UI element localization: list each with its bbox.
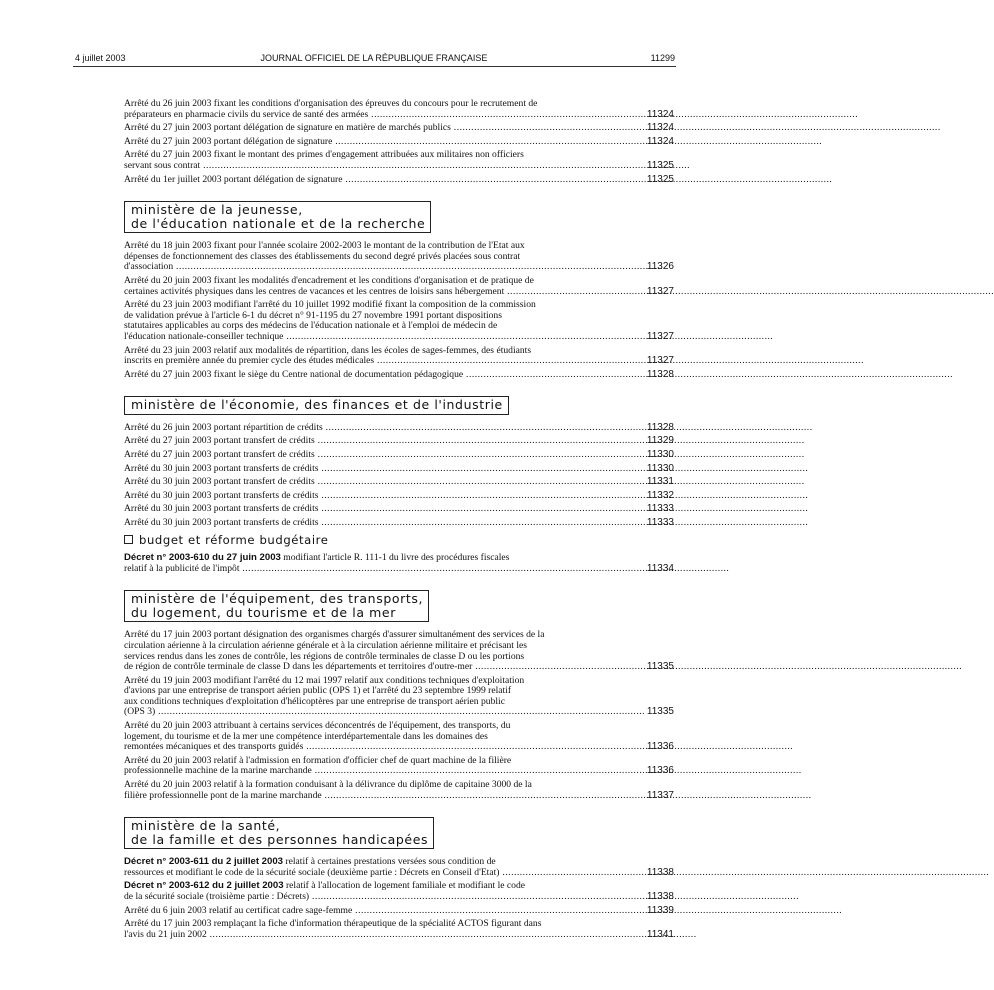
toc-entry-line: Arrêté du 27 juin 2003 portant transfert de crédits ..... [132,450,620,461]
table-of-contents [124,99,674,943]
toc-entry-line: Arrêté du 18 juin 2003 fixant pour l'année scolaire 2002-2003 le montant de la contribution de l'Etat aux [124,240,525,252]
toc-entry [124,857,674,878]
toc-entry [124,919,674,940]
running-header [0,53,748,67]
toc-entry-line: certaines activités physiques dans les centres de vacances et les centres de loisirs sans hébergement ..... [132,287,620,298]
ministry-heading-line: ministère de l'équipement, des transports, [131,591,424,607]
toc-entry [124,370,674,381]
toc-entry-line: relatif à la publicité de l'impôt ..... [132,564,620,575]
toc-entry-line: de validation prévue à l'article 6-1 du décret n° 91-1195 du 27 novembre 1991 portant dispositions [124,309,502,321]
toc-entry-line: Arrêté du 1er juillet 2003 portant délégation de signature ..... [132,175,620,186]
toc-page-number: 11326 [646,261,674,273]
decree-reference: Décret n° 2003-611 du 2 juillet 2003 [124,856,284,868]
header-title: JOURNAL OFFICIEL DE LA RÉPUBLIQUE FRANÇAISE [260,53,488,63]
square-bullet-icon [124,535,133,544]
toc-entry-line: filière professionnelle pont de la marine marchande ..... [132,791,620,802]
toc-entry [124,436,674,447]
toc-entry-line: circulation aérienne à la circulation aérienne générale et à la circulation aérienne militaire et précisant les [124,639,527,651]
ministry-heading-line: ministère de la jeunesse, [131,202,303,218]
toc-entry [124,423,674,434]
toc-entry [124,150,674,171]
ministry-heading-line: de l'éducation nationale et de la recherche [131,215,426,231]
toc-page-number: 11333 [646,503,674,515]
toc-entry [124,477,674,488]
toc-entry-line: Arrêté du 6 juin 2003 relatif au certificat cadre sage-femme ..... [132,906,620,917]
toc-entry-line: professionnelle machine de la marine marchande ..... [132,766,620,777]
toc-entry-line: de région de contrôle terminale de classe D dans les départements et territoires d'outre-mer ..... [132,662,620,673]
toc-entry-line: ressources et modifiant le code de la sécurité sociale (deuxième partie : Décrets en Conseil d'Etat) ..... [132,868,620,879]
toc-page-number: 11334 [646,562,674,574]
toc-page-number: 11324 [646,122,674,134]
toc-page-number: 11336 [646,765,674,777]
toc-page-number: 11337 [646,789,674,801]
toc-page-number: 11329 [646,435,674,447]
toc-page-number: 11338 [646,866,674,878]
toc-entry-line: Arrêté du 30 juin 2003 portant transferts de crédits ..... [132,464,620,475]
header-date: 4 juillet 2003 [75,53,126,63]
toc-entry [124,123,674,134]
toc-entry [124,553,674,574]
toc-entry-line: Arrêté du 26 juin 2003 portant répartition de crédits ..... [132,423,620,434]
toc-entry-line: statutaires applicables au corps des médecins de l'éducation nationale et à l'emploi de médecin de [124,320,498,332]
toc-entry-text: relatif à certaines prestations versées sous condition de [283,856,496,868]
toc-entry-line: Arrêté du 27 juin 2003 portant délégation de signature en matière de marchés publics ..... [132,123,620,134]
toc-page-number: 11338 [646,891,674,902]
toc-entry-line: servant sous contrat ..... [132,161,620,172]
section-sante-entries [124,857,674,940]
toc-entry-line: d'association ..... [132,262,620,273]
section-jeunesse-entries [124,241,674,380]
decree-reference: Décret n° 2003-612 du 2 juillet 2003 [124,880,284,892]
toc-entry [124,99,674,120]
toc-page-number: 11336 [646,741,674,753]
toc-page-number: 11330 [646,448,674,460]
toc-page-number: 11327 [646,355,674,367]
toc-entry-line: aux conditions techniques d'exploitation d'hélicoptères par une entreprise de transport aérien public [124,695,505,707]
header-rule [73,66,676,67]
toc-entry [124,300,674,342]
toc-page-number: 11333 [646,516,674,528]
toc-entry [124,491,674,502]
toc-page-number: 11324 [646,108,674,120]
toc-entry-line: de la sécurité sociale (troisième partie : Décrets) ..... [132,892,620,903]
toc-entry-line: Arrêté du 26 juin 2003 fixant les conditions d'organisation des épreuves du concours pour le recrutement de [124,98,538,109]
subheading-budget [124,532,674,547]
toc-page-number: 11327 [646,285,674,297]
toc-entry-line: Arrêté du 20 juin 2003 attribuant à certains services déconcentrés de l'équipement, des transports, du [124,720,511,732]
toc-entry [124,504,674,515]
toc-entry [124,276,674,297]
toc-page-number: 11325 [646,159,674,171]
toc-entry-line: Arrêté du 17 juin 2003 remplaçant la fiche d'information thérapeutique de la spécialité ACTOS figurant dans [124,918,542,930]
section-economie-entries [124,423,674,529]
toc-entry-line: Arrêté du 27 juin 2003 fixant le siège du Centre national de documentation pédagogique ..... [132,370,620,381]
toc-page-number: 11341 [646,928,674,940]
toc-entry-line: dépenses de fonctionnement des classes des établissements du second degré privés placées sous contrat [124,250,521,262]
toc-entry-line: Arrêté du 27 juin 2003 portant délégation de signature ..... [132,137,620,148]
toc-entry-line: Arrêté du 19 juin 2003 modifiant l'arrêté du 12 mai 1997 relatif aux conditions techniques d'exploitation [124,674,525,686]
toc-page-number: 11330 [646,462,674,474]
toc-entry-line: Arrêté du 17 juin 2003 portant désignation des organismes chargés d'assurer simultanément des services de la [124,629,545,641]
toc-entry [124,175,674,186]
toc-entry-line: Arrêté du 20 juin 2003 fixant les modalités d'encadrement et les conditions d'organisation et de pratique de [124,274,534,286]
section-budget-entries [124,553,674,574]
toc-entry [124,518,674,529]
toc-entry-line: services rendus dans les zones de contrôle, les régions de contrôle terminales de classe D ou les portions [124,650,525,662]
toc-entry [124,780,674,801]
toc-page-number: 11332 [646,489,674,501]
toc-entry-text: modifiant l'article R. 111-1 du livre des procédures fiscales [280,552,510,564]
toc-entry-line: inscrits en première année du premier cycle des études médicales ..... [132,356,620,367]
toc-entry-line: Arrêté du 30 juin 2003 portant transfert de crédits ..... [132,477,620,488]
toc-entry [124,676,674,718]
ministry-heading-line: ministère de la santé, [131,818,281,834]
toc-entry-line: Arrêté du 30 juin 2003 portant transferts de crédits ..... [132,491,620,502]
ministry-heading-economie [124,396,509,415]
toc-page-number: 11327 [646,330,674,342]
toc-entry-line: Arrêté du 20 juin 2003 relatif à la formation conduisant à la délivrance du diplôme de capitaine 3000 de la [124,779,532,791]
toc-page-number: 11324 [646,135,674,147]
toc-entry [124,137,674,148]
toc-entry-line: Arrêté du 20 juin 2003 relatif à l'admission en formation d'officier chef de quart machine de la filière [124,754,512,766]
toc-entry-line: d'avions par une entreprise de transport aérien public (OPS 1) et l'arrêté du 23 septembre 1999 relatif [124,685,512,697]
toc-entry [124,464,674,475]
toc-entry-line: Arrêté du 23 juin 2003 modifiant l'arrêté du 10 juillet 1992 modifié fixant la composition de la commission [124,299,536,311]
toc-page-number: 11325 [646,173,674,185]
section-defense-entries [124,99,674,185]
toc-entry [124,630,674,672]
ministry-heading-jeunesse [124,201,431,233]
toc-entry [124,756,674,777]
toc-entry-line: Arrêté du 23 juin 2003 relatif aux modalités de répartition, dans les écoles de sages-femmes, des étudiants [124,344,532,356]
toc-entry-line: Arrêté du 30 juin 2003 portant transferts de crédits ..... [132,518,620,529]
ministry-heading-line: du logement, du tourisme et de la mer [131,604,396,620]
toc-page-number: 11335 [646,661,674,673]
toc-entry-line: l'avis du 21 juin 2002 ..... [132,930,620,941]
toc-entry [124,241,674,273]
section-equipement-entries [124,630,674,801]
toc-entry-text: relatif à l'allocation de logement familiale et modifiant le code [283,880,526,892]
toc-entry-line: remontées mécaniques et des transports guidés ..... [132,742,620,753]
toc-entry-line: Arrêté du 27 juin 2003 portant transfert de crédits ..... [132,436,620,447]
header-page-number: 11299 [650,53,675,63]
toc-entry [124,881,674,902]
ministry-heading-equipement [124,590,429,622]
toc-entry-line: logement, du tourisme et de la mer une compétence interdépartementale dans les domaines des [124,730,488,742]
toc-page-number: 11335 [646,706,674,718]
toc-page-number: 11328 [646,421,674,433]
toc-entry [124,721,674,753]
toc-page-number: 11328 [646,368,674,380]
subheading-label: budget et réforme budgétaire [139,532,329,547]
ministry-heading-line: de la famille et des personnes handicapées [131,831,429,847]
ministry-heading-sante [124,817,434,849]
toc-entry-line: (OPS 3) ..... [132,707,620,718]
toc-entry [124,450,674,461]
toc-entry [124,346,674,367]
toc-page-number: 11331 [646,476,674,488]
toc-entry-line: Arrêté du 27 juin 2003 fixant le montant des primes d'engagement attribuées aux militaires non officiers [124,149,524,161]
toc-entry-line: Arrêté du 30 juin 2003 portant transferts de crédits ..... [132,504,620,515]
decree-reference: Décret n° 2003-610 du 27 juin 2003 [124,552,281,564]
ministry-heading-line: ministère de l'économie, des finances et de l'industrie [131,397,503,413]
toc-entry [124,906,674,917]
toc-page-number: 11339 [646,904,674,916]
toc-entry-line: préparateurs en pharmacie civils du service de santé des armées ..... [132,110,620,121]
toc-entry-line: l'éducation nationale-conseiller technique ..... [132,332,620,343]
